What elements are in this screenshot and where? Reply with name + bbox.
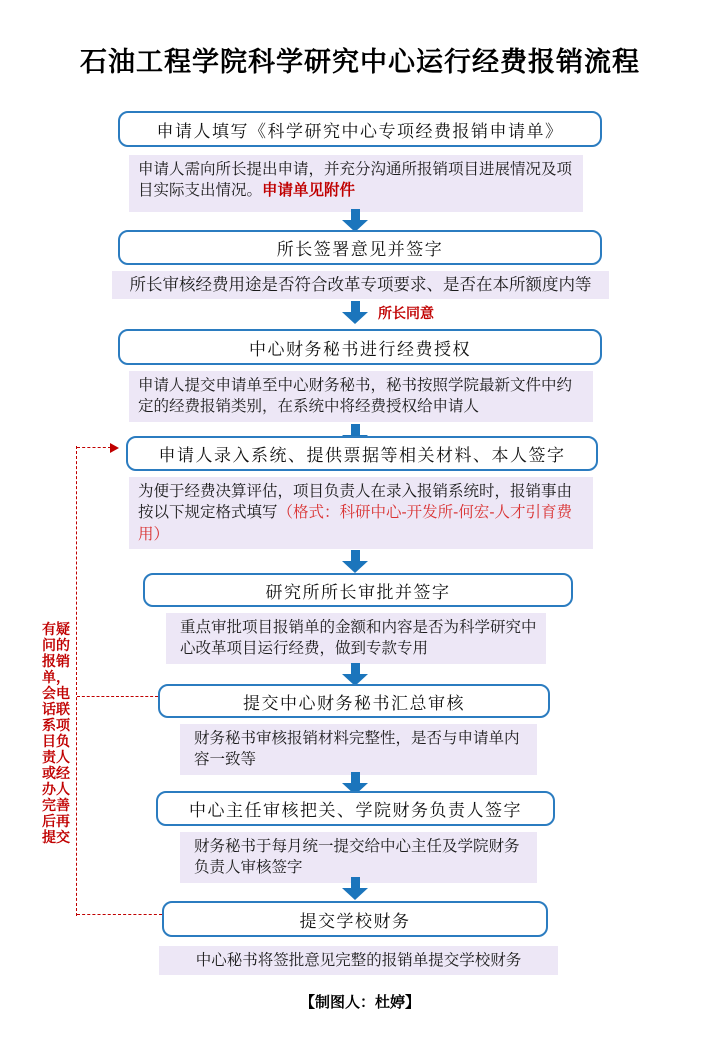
note-4 (129, 477, 593, 549)
feedback-connector-mid-branch (77, 696, 158, 697)
down-arrow-icon (342, 550, 368, 573)
down-arrow-icon (342, 663, 368, 686)
feedback-connector-top-branch (77, 447, 111, 448)
note-1-highlight: 申请单见附件 (262, 182, 356, 200)
step-6-box: 提交中心财务秘书汇总审核 (158, 684, 550, 718)
feedback-connector-bottom-branch (77, 914, 162, 915)
note-2: 所长审核经费用途是否符合改革专项要求、是否在本所额度内等 (112, 271, 609, 299)
arrow-2-label: 所长同意 (378, 305, 434, 321)
note-4-format: （格式：科研中心-开发所-何宏-人才引育费用） (138, 504, 573, 543)
side-annotation: 有疑问的报销单，会电话联系项目负责人或经办人完善后再提交 (42, 621, 70, 845)
step-1-box: 申请人填写《科学研究中心专项经费报销申请单》 (118, 111, 602, 147)
step-8-box: 提交学校财务 (162, 901, 548, 937)
step-5-box: 研究所所长审批并签字 (143, 573, 573, 607)
note-7: 财务秘书于每月统一提交给中心主任及学院财务负责人审核签字 (180, 832, 537, 883)
note-4-text: 为便于经费决算评估，项目负责人在录入报销系统时，报销事由按以下规定格式填写 (138, 483, 573, 522)
step-7-box: 中心主任审核把关、学院财务负责人签字 (156, 791, 555, 826)
feedback-arrowhead-icon (110, 443, 119, 453)
step-2-box: 所长签署意见并签字 (118, 230, 602, 265)
step-4-box: 申请人录入系统、提供票据等相关材料、本人签字 (126, 436, 598, 471)
step-3-box: 中心财务秘书进行经费授权 (118, 329, 602, 365)
note-6: 财务秘书审核报销材料完整性，是否与申请单内容一致等 (180, 724, 537, 775)
down-arrow-icon (342, 301, 434, 324)
page-title: 石油工程学院科学研究中心运行经费报销流程 (80, 47, 640, 77)
credit-line: 【制图人：杜婷】 (299, 994, 420, 1011)
note-3: 申请人提交申请单至中心财务秘书，秘书按照学院最新文件中约定的经费报销类别，在系统中将经费授权给申请人 (129, 371, 593, 422)
note-8: 中心秘书将签批意见完整的报销单提交学校财务 (159, 946, 558, 975)
note-1-text: 申请人需向所长提出申请，并充分沟通所报销项目进展情况及项目实际支出情况。 (138, 161, 573, 200)
down-arrow-icon (342, 209, 368, 232)
note-5: 重点审批项目报销单的金额和内容是否为科学研究中心改革项目运行经费，做到专款专用 (166, 613, 546, 664)
note-1 (129, 155, 583, 212)
down-arrow-icon (342, 877, 368, 900)
feedback-connector-vline (76, 446, 77, 916)
